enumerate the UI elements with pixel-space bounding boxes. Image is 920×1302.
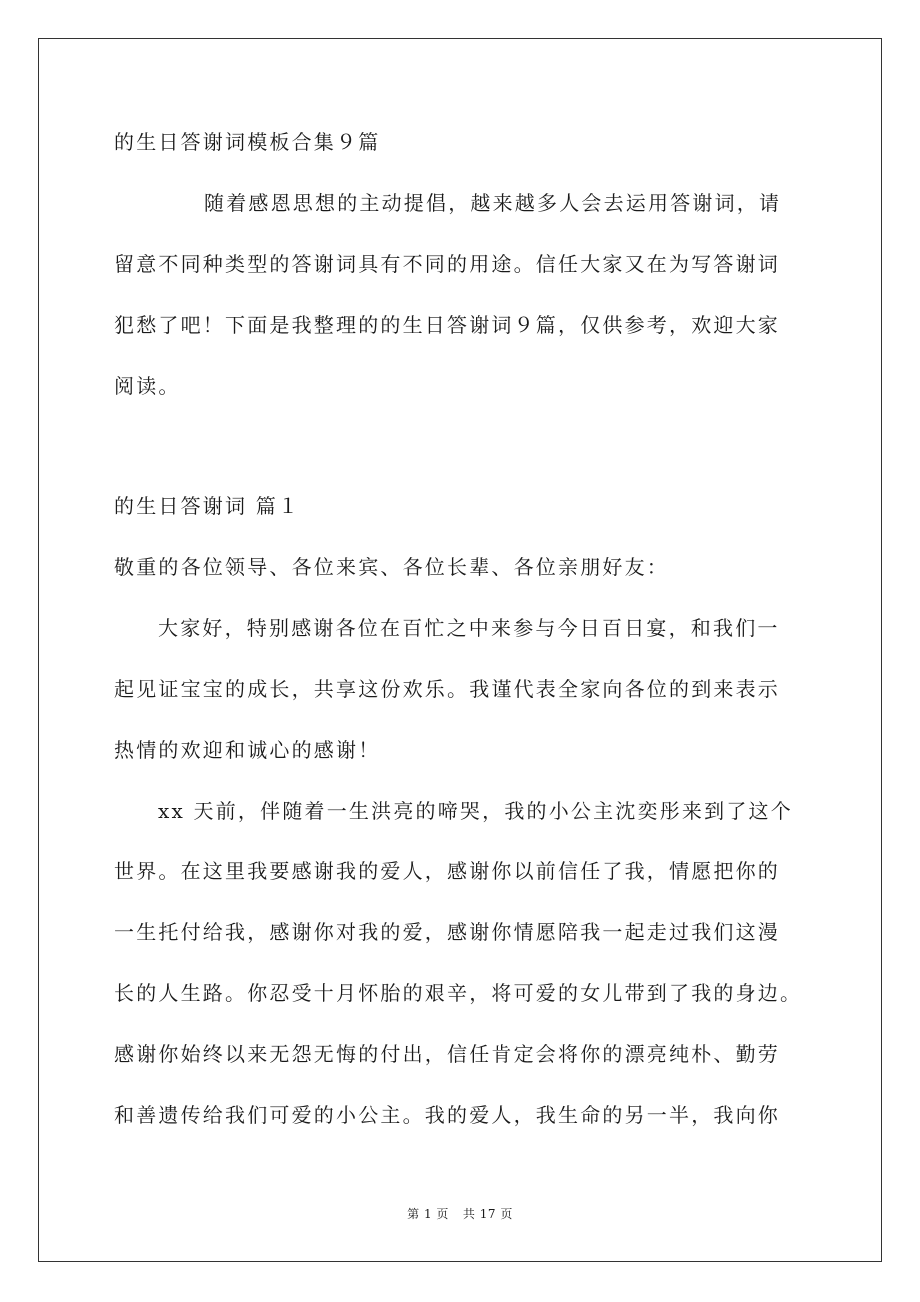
page-total: 共 17 页: [462, 1207, 513, 1221]
intro-line: 犯愁了吧！下面是我整理的的生日答谢词９篇，仅供参考，欢迎大家: [114, 313, 780, 337]
paragraph-line: 世界。在这里我要感谢我的爱人，感谢你以前信任了我，情愿把你的: [114, 859, 780, 883]
intro-line: 留意不同种类型的答谢词具有不同的用途。信任大家又在为写答谢词: [114, 252, 780, 276]
paragraph-line: 一生托付给我，感谢你对我的爱，感谢你情愿陪我一起走过我们这漫: [114, 920, 780, 944]
salutation: 敬重的各位领导、各位来宾、各位长辈、各位亲朋好友：: [114, 555, 669, 579]
paragraph-line: 长的人生路。你忍受十月怀胎的艰辛，将可爱的女儿带到了我的身边。: [114, 981, 803, 1005]
page-frame: [38, 38, 882, 1262]
paragraph-line: 起见证宝宝的成长，共享这份欢乐。我谨代表全家向各位的到来表示: [114, 677, 780, 701]
paragraph-line: 感谢你始终以来无怨无悔的付出，信任肯定会将你的漂亮纯朴、勤劳: [114, 1042, 780, 1066]
section-heading: 的生日答谢词 篇１: [114, 494, 301, 518]
intro-line: 阅读。: [114, 374, 181, 398]
page-number: 第 1 页: [407, 1207, 449, 1221]
paragraph-line: 热情的欢迎和诚心的感谢！: [114, 738, 381, 762]
paragraph-line: 和善遗传给我们可爱的小公主。我的爱人，我生命的另一半，我向你: [114, 1103, 780, 1127]
paragraph-line: xx 天前，伴随着一生洪亮的啼哭，我的小公主沈奕彤来到了这个: [158, 799, 793, 823]
paragraph-line: 大家好，特别感谢各位在百忙之中来参与今日百日宴，和我们一: [158, 616, 780, 640]
intro-line: 随着感恩思想的主动提倡，越来越多人会去运用答谢词，请: [204, 191, 782, 215]
page-footer: [0, 1206, 920, 1222]
document-title: 的生日答谢词模板合集９篇: [114, 130, 381, 154]
